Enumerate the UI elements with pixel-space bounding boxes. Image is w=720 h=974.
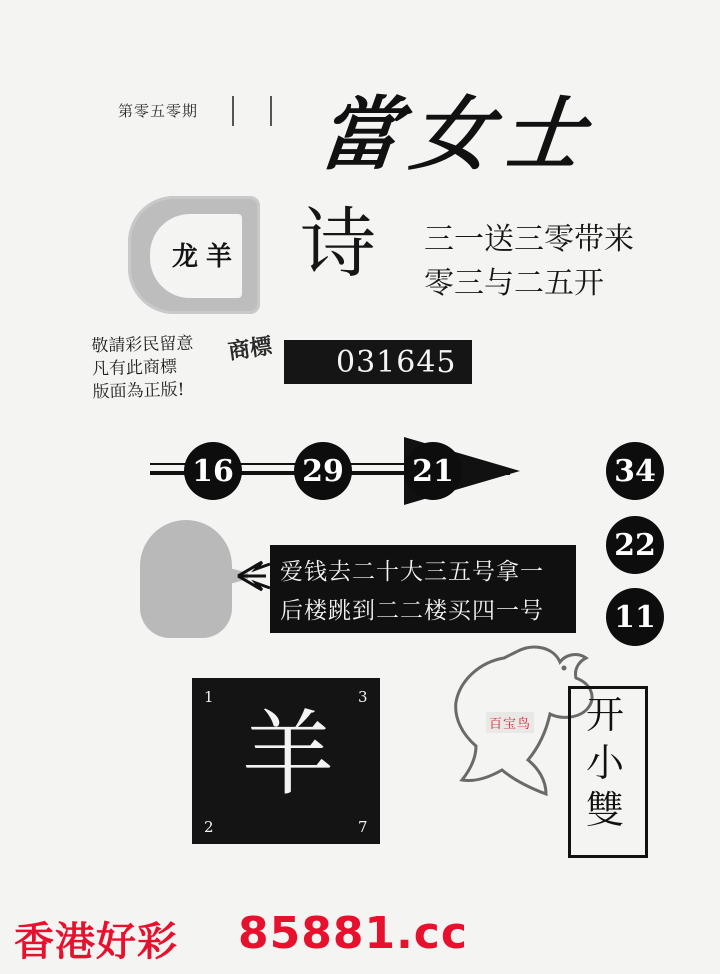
poem-line-1: 零三与二五开 (424, 265, 604, 301)
number-ball: 22 (606, 516, 664, 574)
footer-site: 85881.cc (238, 908, 468, 959)
vertical-result-text: 开小雙 (585, 693, 624, 832)
number-ball: 34 (606, 442, 664, 500)
tile-corner-number: 2 (204, 818, 214, 836)
poem-lines (424, 218, 634, 305)
zodiac-animal-1: 羊 (206, 242, 233, 272)
handwritten-note (91, 333, 195, 404)
number-ball: 21 (404, 442, 462, 500)
head-silhouette-icon (140, 520, 232, 638)
note-line-0: 敬請彩民留意 (91, 333, 194, 357)
issue-bracket (232, 96, 272, 126)
tile-corner-number: 7 (358, 818, 368, 836)
note-line-2: 版面為正版! (92, 379, 185, 403)
poem-character: 诗 (300, 199, 376, 288)
page-title: 當女士 (314, 87, 601, 181)
banner-line-1: 爱钱去二十大三五号拿一 (280, 559, 544, 585)
banner-line-2: 后楼跳到二二楼买四一号 (280, 598, 544, 624)
issue-label: 第零五零期 (118, 102, 199, 120)
note-line-1: 凡有此商標 (91, 357, 178, 380)
serial-number: 031645 (336, 345, 457, 380)
zodiac-tile-character: 羊 (241, 701, 334, 808)
tile-corner-number: 1 (204, 688, 214, 706)
number-ball: 16 (184, 442, 242, 500)
number-ball: 11 (606, 588, 664, 646)
tile-corner-number: 3 (358, 688, 368, 706)
number-ball: 29 (294, 442, 352, 500)
trademark-stamp: 商標 (226, 333, 274, 365)
zodiac-animal-0: 龙 (172, 242, 199, 272)
dove-label: 百宝鸟 (486, 712, 534, 733)
footer-brand: 香港好彩 (14, 918, 178, 965)
poem-line-0: 三一送三零带来 (424, 222, 634, 257)
zodiac-animals (172, 236, 268, 273)
